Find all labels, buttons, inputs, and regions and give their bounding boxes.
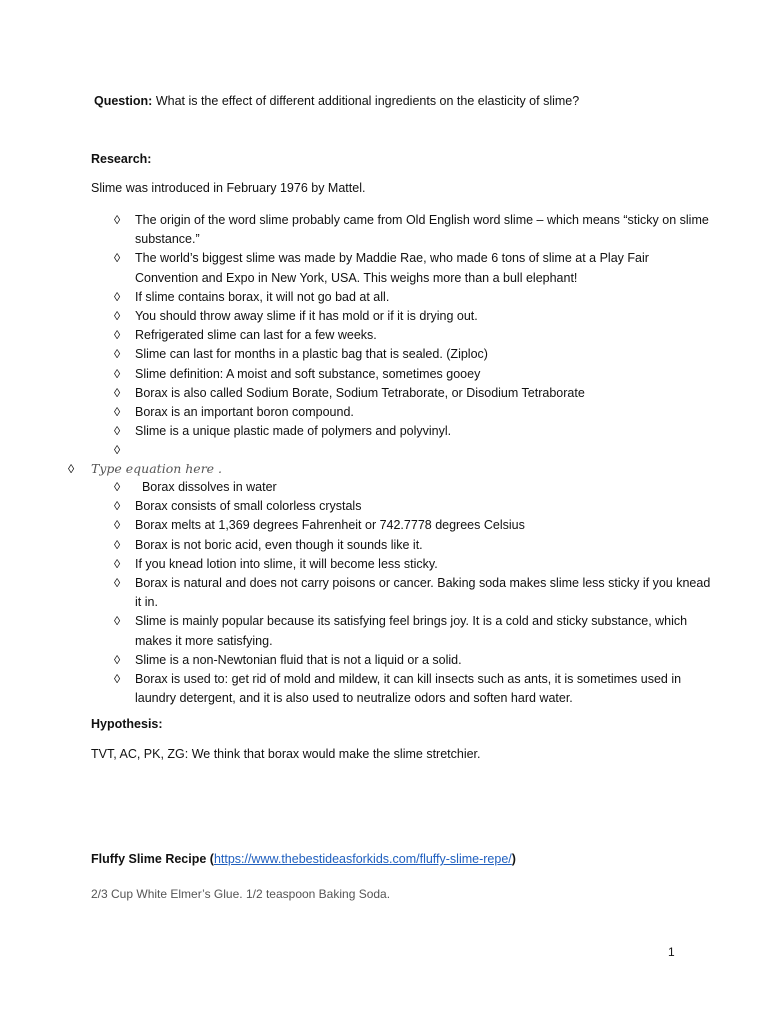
recipe-title: Fluffy Slime Recipe — [91, 852, 207, 866]
question-text: What is the effect of different additional ingredients on the elasticity of slime? — [152, 94, 580, 108]
recipe-link[interactable]: https://www.thebestideasforkids.com/fluffy-slime-repe/ — [213, 852, 512, 866]
equation-line — [68, 459, 222, 479]
research-bullets-a — [114, 211, 714, 461]
recipe-open-paren: ( — [206, 852, 214, 866]
page-number: 1 — [668, 945, 675, 959]
list-item: ◊ If slime contains borax, it will not go bad at all. — [114, 288, 714, 307]
diamond-bullet-icon: ◊ — [114, 480, 121, 494]
list-item: ◊ Borax is not boric acid, even though it sounds like it. — [114, 536, 714, 555]
list-item: ◊ Borax dissolves in water — [114, 478, 714, 497]
diamond-bullet-icon: ◊ — [114, 443, 121, 458]
list-item: ◊ Slime is mainly popular because its satisfying feel brings joy. It is a cold and sticky substance, which makes it more satisfying. — [114, 614, 688, 648]
recipe-ingredients: 2/3 Cup White Elmer’s Glue. 1/2 teaspoon Baking Soda. — [91, 887, 391, 901]
research-intro: Slime was introduced in February 1976 by Mattel. — [91, 181, 366, 195]
question-line — [94, 92, 579, 111]
diamond-bullet-icon: ◊ — [114, 518, 121, 533]
equation-placeholder[interactable]: Type equation here . — [91, 461, 223, 476]
research-heading: Research: — [91, 152, 152, 166]
diamond-bullet-icon: ◊ — [114, 347, 121, 362]
diamond-bullet-icon: ◊ — [114, 405, 121, 420]
question-label: Question: — [94, 94, 153, 108]
list-item: ◊ You should throw away slime if it has mold or if it is drying out. — [114, 307, 714, 326]
hypothesis-heading: Hypothesis: — [91, 717, 163, 731]
list-item: ◊ Slime can last for months in a plastic bag that is sealed. (Ziploc) — [114, 345, 714, 364]
list-item: ◊ Refrigerated slime can last for a few weeks. — [114, 326, 714, 345]
diamond-bullet-icon: ◊ — [114, 309, 121, 324]
diamond-bullet-icon: ◊ — [114, 672, 121, 687]
list-item: ◊ The origin of the word slime probably came from Old English word slime – which means “sticky on slime substance.” — [114, 213, 709, 247]
recipe-close-paren: ) — [511, 852, 516, 866]
diamond-bullet-icon: ◊ — [114, 213, 121, 227]
research-bullets-b — [114, 478, 714, 708]
list-item: ◊ If you knead lotion into slime, it will become less sticky. — [114, 555, 714, 574]
diamond-bullet-icon: ◊ — [114, 537, 121, 552]
list-item — [114, 441, 714, 460]
list-item: ◊ Borax is used to: get rid of mold and mildew, it can kill insects such as ants, it is sometimes used in laundry detergent, and it is also used to neutralize odors and soften hard water. — [114, 672, 682, 706]
list-item: ◊ Slime is a non-Newtonian fluid that is not a liquid or a solid. — [114, 651, 714, 670]
list-item: ◊ The world’s biggest slime was made by Maddie Rae, who made 6 tons of slime at a Play Fair Convention and Expo in New York, USA. This weighs more than a bull elephant! — [114, 251, 649, 285]
diamond-bullet-icon: ◊ — [114, 366, 121, 381]
diamond-bullet-icon: ◊ — [114, 652, 121, 667]
diamond-bullet-icon: ◊ — [68, 462, 75, 476]
list-item: ◊ Borax is an important boron compound. — [114, 403, 714, 422]
list-item: ◊ Slime definition: A moist and soft substance, sometimes gooey — [114, 365, 714, 384]
list-item: ◊ Borax is also called Sodium Borate, Sodium Tetraborate, or Disodium Tetraborate — [114, 384, 714, 403]
diamond-bullet-icon: ◊ — [114, 499, 121, 514]
diamond-bullet-icon: ◊ — [114, 614, 121, 629]
list-item: ◊ Borax consists of small colorless crystals — [114, 497, 714, 516]
diamond-bullet-icon: ◊ — [114, 328, 121, 343]
list-item: ◊ Borax melts at 1,369 degrees Fahrenheit or 742.7778 degrees Celsius — [114, 516, 714, 535]
diamond-bullet-icon: ◊ — [114, 424, 121, 439]
diamond-bullet-icon: ◊ — [114, 576, 121, 591]
diamond-bullet-icon: ◊ — [114, 289, 121, 304]
diamond-bullet-icon: ◊ — [114, 385, 121, 400]
diamond-bullet-icon: ◊ — [114, 251, 121, 266]
list-item: ◊ Borax is natural and does not carry poisons or cancer. Baking soda makes slime less sticky if you knead it in. — [114, 576, 711, 610]
list-item: ◊ Slime is a unique plastic made of polymers and polyvinyl. — [114, 422, 714, 441]
hypothesis-text: TVT, AC, PK, ZG: We think that borax would make the slime stretchier. — [91, 747, 481, 761]
diamond-bullet-icon: ◊ — [114, 556, 121, 571]
recipe-title-line — [91, 850, 516, 869]
